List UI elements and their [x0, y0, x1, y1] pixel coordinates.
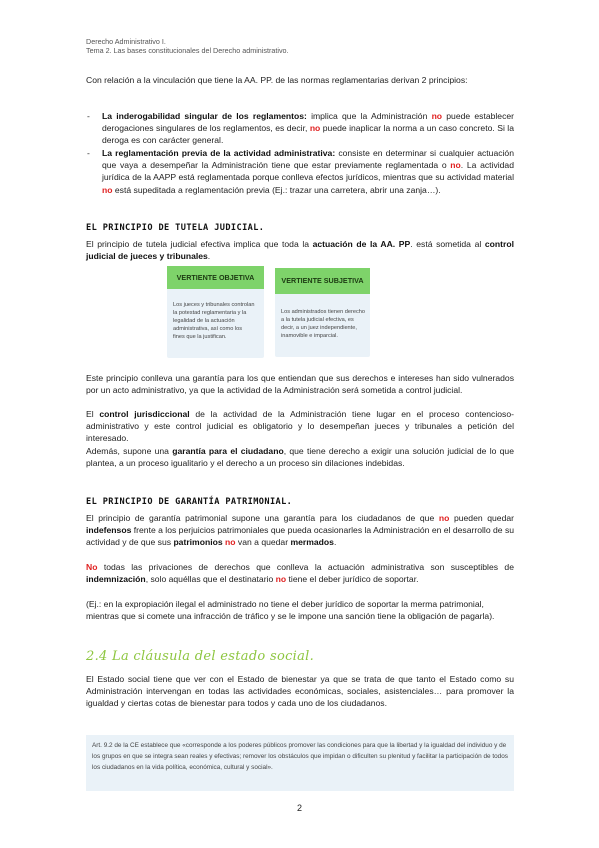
header-topic: Tema 2. Las bases constitucionales del Derecho administrativo. — [86, 46, 289, 55]
section-heading-tutela: EL PRINCIPIO DE TUTELA JUDICIAL. — [86, 223, 265, 233]
social-paragraph: El Estado social tiene que ver con el Estado de bienestar ya que se trata de que tanto el Estado como su Administración intervengan en todas las actividades económicas, sociales, asistenciales… para promover la igualdad y ciertas cotas de bienestar para todos y cada uno de los ciudadanos. — [86, 674, 514, 709]
quote-text: Art. 9.2 de la CE establece que «corresponde a los poderes públicos promover las condiciones para que la libertad y la igualdad del individuo y de los grupos en que se integra sean reales y efectivas; remover los obstáculos que impidan o dificulten su plenitud y facilitar la participación de todos los ciudadanos en la vida política, económica, cultural y social». — [92, 742, 508, 771]
garantia-paragraph-2: No todas las privaciones de derechos que conlleva la actuación administrativa son susceptibles de indemnización, solo aquéllas que el destinatario no tiene el deber jurídico de soportar. — [86, 562, 514, 585]
bullet-item: - La reglamentación previa de la actividad administrativa: consiste en determinar si cualquier actuación que vaya a desempeñar la Administración tiene que estar previamente reglamentada o no. La actividad jurídica de la AAPP está reglamentada porque conlleva efectos jurídicos, mientras que su actividad material no está supeditada a reglamentación previa (Ej.: trazar una carretera, abrir una zanja…). — [87, 148, 514, 195]
vertiente-objetiva-card — [167, 266, 264, 358]
garantia-example: (Ej.: en la expropiación ilegal el administrado no tiene el deber jurídico de soportar la merma patrimonial, mientras que si comete una infracción de tráfico y se le impone una sanción tiene la obligación de pagarla). — [86, 599, 495, 622]
quote-box — [86, 735, 514, 791]
vertiente-subjetiva-card — [275, 268, 370, 357]
tutela-paragraph-2: Este principio conlleva una garantía para los que entiendan que sus derechos e intereses han sido vulnerados por un acto administrativo, ya que la actividad de la Administración será sometida a control judicial. — [86, 373, 514, 396]
header-course: Derecho Administrativo I. — [86, 37, 166, 46]
bullet-dash: - — [87, 111, 90, 121]
page-number: 2 — [296, 803, 302, 813]
bullet-dash: - — [87, 148, 90, 158]
garantia-paragraph-1: El principio de garantía patrimonial supone una garantía para los ciudadanos de que no pueden quedar indefensos frente a los perjuicios patrimoniales que pueda ocasionarles la Administración en el desarrollo de su actividad y de que sus patrimonios no van a quedar mermados. — [86, 513, 515, 548]
page-header — [86, 37, 289, 55]
vertiente-subjetiva-tag: VERTIENTE SUBJETIVA — [275, 268, 370, 294]
bullet-item: - La inderogabilidad singular de los reglamentos: implica que la Administración no puede establecer derogaciones singulares de los reglamentos, es decir, no puede inaplicar la norma a un caso concreto. Si la deroga es con carácter general. — [87, 111, 515, 146]
tutela-paragraph-3: El control jurisdiccional de la actividad de la Administración tiene lugar en el proceso contencioso-administrativo y este control judicial es obligatorio y lo desempeñan jueces y tribunales a petición del interesado. — [86, 409, 514, 444]
vertiente-objetiva-text: Los jueces y tribunales controlan la potestad reglamentaria y la legalidad de la actuación administrativa, así como los fines que la justifican. — [173, 302, 255, 340]
tutela-paragraph-1: El principio de tutela judicial efectiva implica que toda la actuación de la AA. PP. está sometida al control judicial de jueces y tribunales. — [86, 239, 514, 262]
intro-paragraph: Con relación a la vinculación que tiene la AA. PP. de las normas reglamentarias derivan 2 principios: — [86, 75, 468, 85]
tutela-paragraph-4: Además, supone una garantía para el ciudadano, que tiene derecho a exigir una solución judicial de lo que plantea, a un proceso igualitario y el derecho a un proceso sin dilaciones indebidas. — [86, 446, 514, 469]
bullet-title: La reglamentación previa de la actividad administrativa: — [102, 148, 336, 158]
vertiente-subjetiva-text: Los administrados tienen derecho a la tutela judicial efectiva, es decir, a un juez independiente, inamovible e imparcial. — [281, 309, 365, 339]
section-heading-estado-social: 2.4 La cláusula del estado social. — [86, 649, 315, 664]
bullet-title: La inderogabilidad singular de los reglamentos: — [102, 111, 307, 121]
vertiente-objetiva-tag: VERTIENTE OBJETIVA — [167, 266, 264, 289]
section-heading-garantia: EL PRINCIPIO DE GARANTÍA PATRIMONIAL. — [86, 497, 293, 507]
